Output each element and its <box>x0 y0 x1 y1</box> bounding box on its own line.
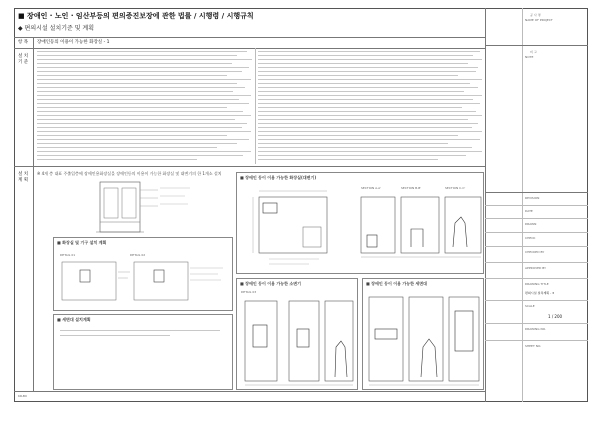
lavatory-drawing <box>365 291 483 389</box>
section-cc-label: SECTION C-C' <box>445 186 466 190</box>
project-sub: NAME OF PROJECT <box>525 18 553 22</box>
basin-title: ■ 세면대 설치계획 <box>57 317 91 322</box>
section-bb-label: SECTION B-B' <box>401 186 422 190</box>
approved-label: APPROVED BY <box>525 266 547 270</box>
wash-plan-panel <box>53 237 233 311</box>
plan-note: ※ 4개 층 대표 주출입층에 장애인용화장실을 장애인등의 이용이 가능한 화장실 및 대변기의 한 1개소 설치 <box>37 171 222 176</box>
detail-03-label: DETAIL 03 <box>241 290 257 294</box>
left-elevation-area <box>40 180 230 236</box>
drawing-no-label: DRAWING NO. <box>525 327 546 331</box>
scale-value: 1 / 200 <box>548 314 563 319</box>
toilet-plan-drawing <box>239 183 483 273</box>
sheet-no-label: SHEET NO. <box>525 344 542 348</box>
item-label: 항 목 <box>18 40 29 45</box>
sheet-title: ■ 장애인 · 노인 · 임산부등의 편의증진보장에 관한 법률 / 시행령 / 시행규칙 <box>18 12 254 20</box>
corner-code: KR-B0 <box>18 394 27 398</box>
note-label: 비 고 <box>530 50 537 54</box>
detail-01-label: DETAIL 01 <box>60 253 76 257</box>
check-label: CHECK <box>525 236 536 240</box>
scale-label: SCALE <box>525 304 535 308</box>
standards-label: 설 치 기 준 <box>18 54 29 65</box>
drawn-label: DRAWN <box>525 222 537 226</box>
elevation-drawing <box>40 180 230 236</box>
lavatory-title: ■ 장애인 등이 이용 가능한 세면대 <box>366 281 427 286</box>
drawing-title-label: DRAWING TITLE <box>525 282 549 286</box>
wash-plan-title: ■ 화장실 및 기구 설치 계획 <box>57 240 107 245</box>
revision-label: REVISION <box>525 196 540 200</box>
detail-02-label: DETAIL 02 <box>130 253 146 257</box>
toilet-main-panel <box>236 172 484 274</box>
item-value: 장애인등의 이용이 가능한 화장실 - 1 <box>37 40 110 45</box>
lavatory-panel <box>362 278 484 390</box>
urinal-title: ■ 장애인 등이 이용 가능한 소변기 <box>240 281 301 286</box>
note-sub: NOTE <box>525 55 534 59</box>
basin-panel <box>53 314 233 390</box>
sheet-subtitle: ◆ 편의시설 설치기준 및 계획 <box>18 25 94 32</box>
drawing-title-value: 편의시설 설치계획 - 3 <box>525 291 555 295</box>
urinal-panel <box>236 278 358 390</box>
urinal-drawing <box>239 295 357 389</box>
date-label: DATE <box>525 209 533 213</box>
section-aa-label: SECTION A-A' <box>361 186 382 190</box>
checked-label: CHECKED BY <box>525 250 545 254</box>
wash-plan-drawing <box>58 258 228 308</box>
project-label: 공 사 명 <box>530 13 541 17</box>
plan-label: 설 치 계 획 <box>18 172 29 183</box>
toilet-main-title: ■ 장애인 등이 이용 가능한 화장실(대변기) <box>240 175 317 180</box>
